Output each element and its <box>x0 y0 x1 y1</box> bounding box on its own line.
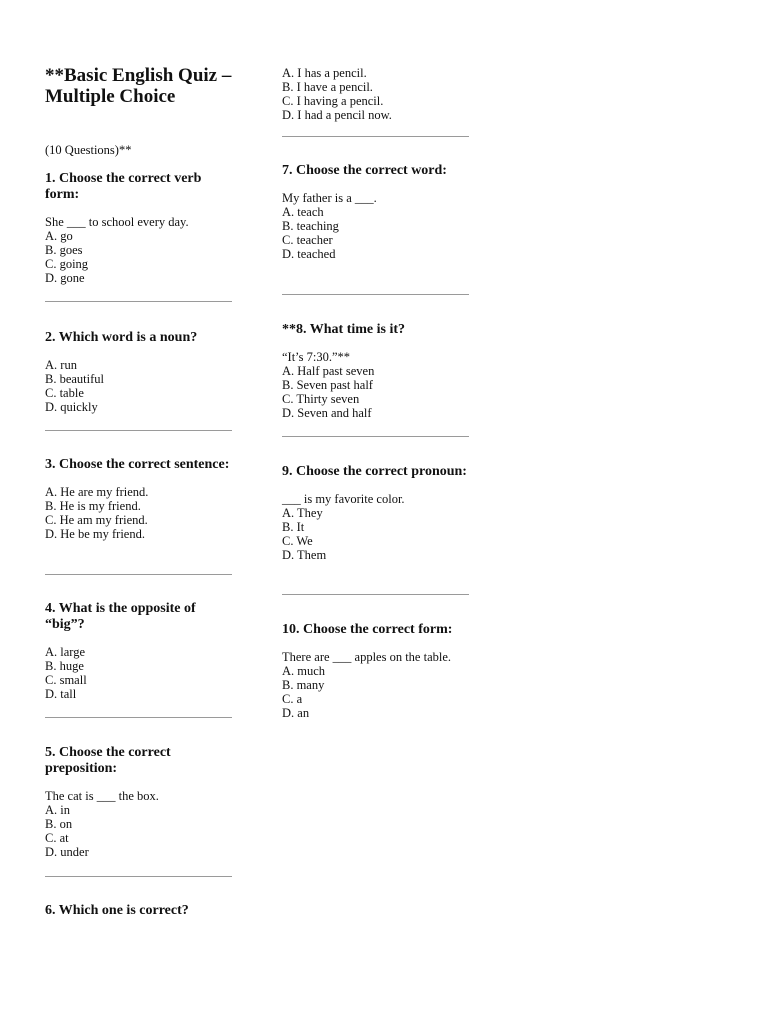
question-body <box>45 645 232 701</box>
answer-option: D. tall <box>45 687 77 701</box>
question-heading: 10. Choose the correct form: <box>282 622 453 637</box>
answer-option: D. quickly <box>45 400 98 414</box>
answer-option: C. small <box>45 673 87 687</box>
answer-option: A. He are my friend. <box>45 485 149 499</box>
answer-option: B. goes <box>45 243 83 257</box>
question-body <box>282 191 469 261</box>
question-heading: **8. What time is it? <box>282 322 406 337</box>
answer-option: D. Them <box>282 548 327 562</box>
question-body <box>45 358 232 414</box>
question-prompt: “It’s 7:30.”** <box>282 350 351 364</box>
section-divider <box>282 294 469 295</box>
answer-option: D. teached <box>282 247 336 261</box>
question-6-options <box>282 66 469 122</box>
answer-option: A. go <box>45 229 73 243</box>
answer-option: B. on <box>45 817 73 831</box>
question-prompt: She ___ to school every day. <box>45 215 189 229</box>
answer-option: D. Seven and half <box>282 406 372 420</box>
section-divider <box>45 301 232 302</box>
answer-option: A. much <box>282 664 326 678</box>
question-10 <box>282 622 469 720</box>
answer-option: D. under <box>45 845 89 859</box>
answer-option: B. It <box>282 520 305 534</box>
question-prompt: The cat is ___ the box. <box>45 789 159 803</box>
question-2 <box>45 330 232 414</box>
answer-option: C. I having a pencil. <box>282 94 384 108</box>
question-body <box>282 66 469 122</box>
answer-option: C. going <box>45 257 89 271</box>
answer-option: B. Seven past half <box>282 378 373 392</box>
question-heading: 2. Which word is a noun? <box>45 330 198 345</box>
question-prompt: ___ is my favorite color. <box>282 492 405 506</box>
answer-option: A. Half past seven <box>282 364 375 378</box>
quiz-subtitle: (10 Questions)** <box>45 143 132 157</box>
section-divider <box>282 136 469 137</box>
question-heading: 1. Choose the correct verb form: <box>45 171 202 202</box>
question-heading: 6. Which one is correct? <box>45 903 189 918</box>
answer-option: B. many <box>282 678 325 692</box>
question-prompt: There are ___ apples on the table. <box>282 650 452 664</box>
question-body <box>282 350 469 420</box>
answer-option: D. I had a pencil now. <box>282 108 392 122</box>
answer-option: A. teach <box>282 205 324 219</box>
answer-option: B. huge <box>45 659 84 673</box>
answer-option: B. teaching <box>282 219 339 233</box>
answer-option: C. table <box>45 386 84 400</box>
question-3 <box>45 457 232 541</box>
quiz-title: **Basic English Quiz – Multiple Choice <box>45 65 232 107</box>
answer-option: A. run <box>45 358 77 372</box>
answer-option: A. They <box>282 506 323 520</box>
answer-option: A. in <box>45 803 70 817</box>
answer-option: C. Thirty seven <box>282 392 360 406</box>
answer-option: D. He be my friend. <box>45 527 145 541</box>
section-divider <box>282 436 469 437</box>
answer-option: A. large <box>45 645 86 659</box>
answer-option: C. at <box>45 831 69 845</box>
section-divider <box>45 876 232 877</box>
question-6-heading-block <box>45 903 232 919</box>
section-divider <box>282 594 469 595</box>
answer-option: D. an <box>282 706 310 720</box>
section-divider <box>45 717 232 718</box>
answer-option: C. teacher <box>282 233 333 247</box>
question-7 <box>282 163 469 261</box>
section-divider <box>45 574 232 575</box>
question-heading: 7. Choose the correct word: <box>282 163 447 178</box>
question-body <box>45 789 232 859</box>
question-body <box>45 485 232 541</box>
answer-option: B. He is my friend. <box>45 499 141 513</box>
answer-option: C. We <box>282 534 313 548</box>
section-divider <box>45 430 232 431</box>
question-5 <box>45 745 232 859</box>
question-body <box>282 492 469 562</box>
answer-option: D. gone <box>45 271 85 285</box>
question-heading: 4. What is the opposite of “big”? <box>45 601 196 632</box>
answer-option: C. a <box>282 692 303 706</box>
answer-option: B. I have a pencil. <box>282 80 373 94</box>
answer-option: B. beautiful <box>45 372 105 386</box>
question-body <box>45 215 232 285</box>
question-prompt: My father is a ___. <box>282 191 377 205</box>
question-body <box>282 650 469 720</box>
question-9 <box>282 464 469 562</box>
question-4 <box>45 601 232 701</box>
question-heading: 9. Choose the correct pronoun: <box>282 464 467 479</box>
question-heading: 3. Choose the correct sentence: <box>45 457 230 472</box>
question-8 <box>282 322 469 420</box>
question-1 <box>45 171 232 285</box>
answer-option: C. He am my friend. <box>45 513 148 527</box>
question-heading: 5. Choose the correct preposition: <box>45 745 171 776</box>
answer-option: A. I has a pencil. <box>282 66 367 80</box>
